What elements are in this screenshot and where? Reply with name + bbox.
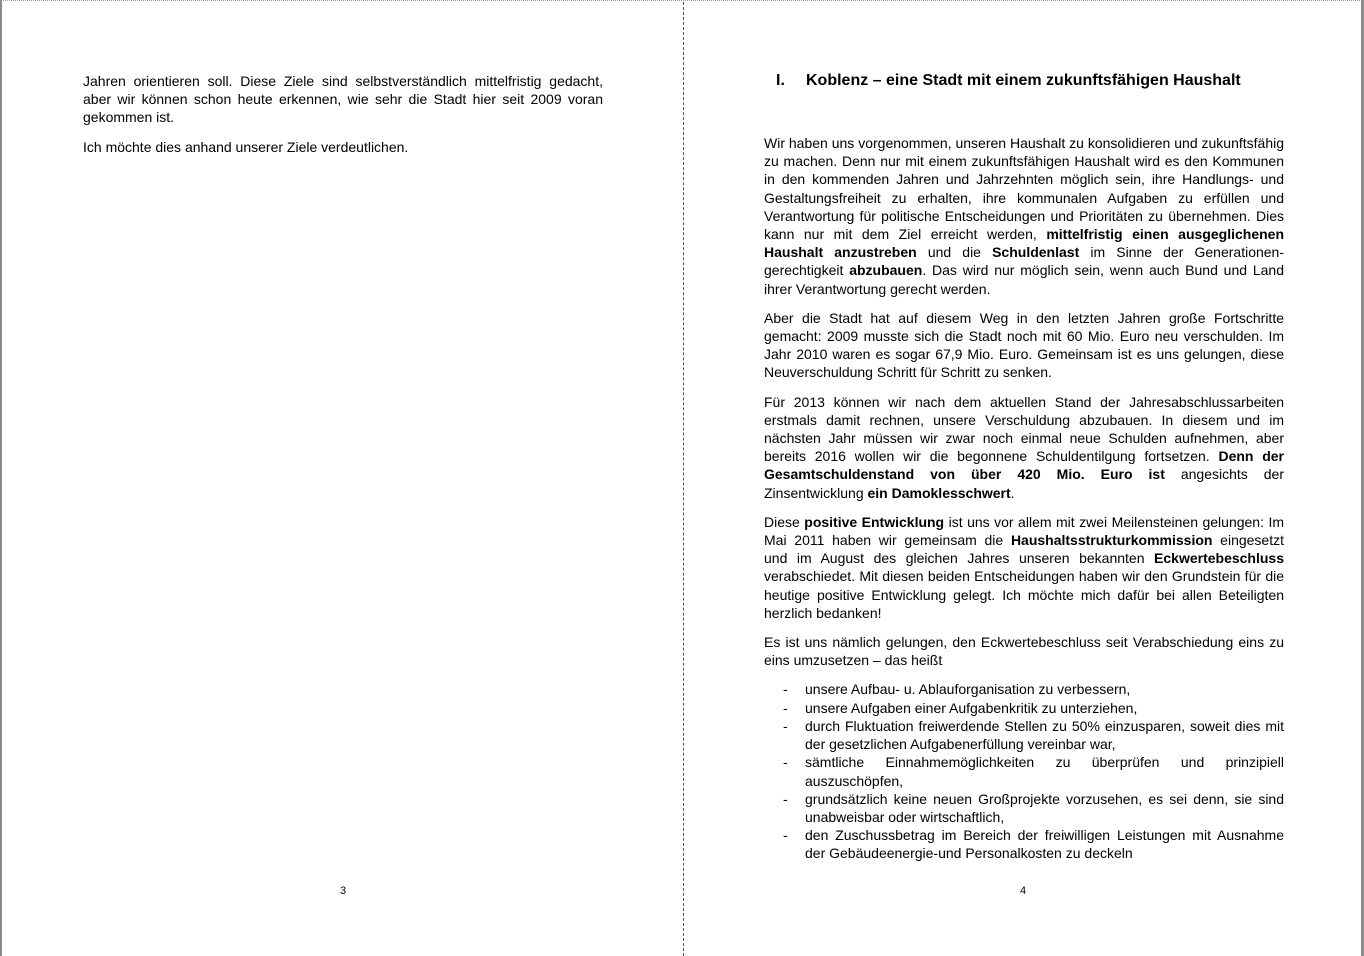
list-item (783, 680, 1284, 698)
list-dash: - (783, 681, 788, 698)
page-3 (2, 0, 683, 956)
section-heading (776, 72, 1241, 90)
page-number: 3 (340, 885, 347, 897)
paragraph (764, 393, 1284, 502)
page-3-body (83, 72, 603, 167)
section-title: Koblenz – eine Stadt mit einem zukunftsfähigen Haushalt (806, 72, 1241, 89)
paragraph: Es ist uns nämlich gelungen, den Eckwertebeschluss seit Verabschiedung eins zu eins umzusetzen – das heißt (764, 634, 1284, 669)
bold-text: ein Damoklesschwert (867, 484, 1011, 501)
list-item-text: den Zuschussbetrag im Bereich der freiwilligen Leistungen mit Ausnahme der Gebäudeenergie-und Personalkosten zu deckeln (805, 827, 1284, 862)
text-run: Für 2013 können wir nach dem aktuellen Stand der Jahresabschlussarbeiten erstmals damit rechnen, unsere Verschuldung abzubauen. In diesem und im nächsten Jahr müssen wir zwar noch einmal neue Schulden aufnehmen, aber bereits 2016 wollen wir die begonnene Schuldentilgung fortsetzen. (764, 393, 1284, 465)
list-dash: - (783, 790, 788, 807)
paragraph (764, 134, 1284, 298)
page-number: 4 (1020, 885, 1027, 897)
list-item-text: unsere Aufgaben einer Aufgabenkritik zu unterziehen, (805, 699, 1138, 716)
list-dash: - (783, 717, 788, 734)
text-run: verabschiedet. Mit diesen beiden Entscheidungen haben wir den Grundstein für die heutige positive Entwicklung gelegt. Ich möchte mich dafür bei allen Beteiligten herzlich bedanken! (764, 568, 1284, 621)
measures-list (764, 680, 1284, 862)
section-number: I. (776, 72, 785, 89)
bold-text: Schuldenlast (992, 244, 1080, 261)
list-item (783, 790, 1284, 826)
bold-text: Haushaltsstrukturkommission (1010, 532, 1213, 549)
page-4-body (764, 134, 1284, 863)
list-item-text: unsere Aufbau- u. Ablauforganisation zu verbessern, (805, 681, 1131, 698)
paragraph: Aber die Stadt hat auf diesem Weg in den letzten Jahren große Fortschritte gemacht: 2009 musste sich die Stadt noch mit 60 Mio. Euro neu verschulden. Im Jahr 2010 waren es sogar 67,9 Mio. Euro. Gemeinsam ist es uns gelungen, diese Neuverschuldung Schritt für Schritt zu senken. (764, 309, 1284, 381)
list-item-text: sämtliche Einnahmemöglichkeiten zu überprüfen und prinzipiell auszuschöpfen, (805, 754, 1284, 789)
list-item (783, 717, 1284, 753)
paragraph: Jahren orientieren soll. Diese Ziele sind selbstverständlich mittelfristig gedacht, aber wir können schon heute erkennen, wie sehr die Stadt hier seit 2009 voran gekommen ist. (83, 73, 603, 126)
bold-text: Denn der Gesamtschuldenstand von über 420 Mio. Euro ist (764, 448, 1284, 483)
bold-text: mittelfristig einen ausgeglichenen Haushalt anzustreben (764, 226, 1284, 261)
text-run: ist uns vor allem mit zwei Meilensteinen gelungen: Im Mai 2011 haben wir gemeinsam die (764, 513, 1285, 549)
list-dash: - (783, 754, 788, 771)
list-item (783, 826, 1284, 862)
text-run: . Das wird nur möglich sein, wenn auch Bund und Land ihrer Verantwortung gerecht werden. (764, 262, 1284, 297)
text-run: Diese (764, 513, 805, 530)
list-item (783, 753, 1284, 789)
text-run: Wir haben uns vorgenommen, unseren Haushalt zu konsolidieren und zukunftsfähig zu machen. Denn nur mit einem zukunftsfähigen Haushalt wird es den Kommunen in den kommenden Jahren und Jahrzehnten möglich sein, ihre Handlungs- und Gestaltungsfreiheit zu erhalten, ihre kommunalen Aufgaben zu erfüllen und Verantwortung für politische Entscheidungen und Prioritäten zu übernehmen. Dies kann nur mit dem Ziel erreicht werden, (764, 135, 1284, 243)
bold-text: positive Entwicklung (804, 513, 945, 530)
list-item-text: durch Fluktuation freiwerdende Stellen zu 50% einzusparen, soweit dies mit der gesetzlichen Aufgabenerfüllung vereinbar war, (805, 717, 1284, 753)
text-run: angesichts der Zinsentwicklung (764, 466, 1284, 501)
text-run: im Sinne der Generationen-gerechtigkeit (764, 244, 1284, 279)
paragraph (764, 513, 1284, 622)
list-dash: - (783, 699, 788, 716)
list-item-text: grundsätzlich keine neuen Großprojekte vorzusehen, es sei denn, sie sind unabweisbar oder wirtschaftlich, (805, 790, 1284, 825)
list-dash: - (783, 827, 788, 844)
page-4 (684, 0, 1361, 956)
text-run: und die (916, 244, 993, 261)
bold-text: Eckwertebeschluss (1154, 550, 1284, 567)
text-run: . (1010, 484, 1015, 501)
bold-text: abzubauen (849, 262, 923, 279)
text-run: eingesetzt und im August des gleichen Jahres unseren bekannten (764, 532, 1284, 567)
paragraph: Ich möchte dies anhand unserer Ziele verdeutlichen. (83, 138, 409, 155)
list-item (783, 699, 1284, 717)
